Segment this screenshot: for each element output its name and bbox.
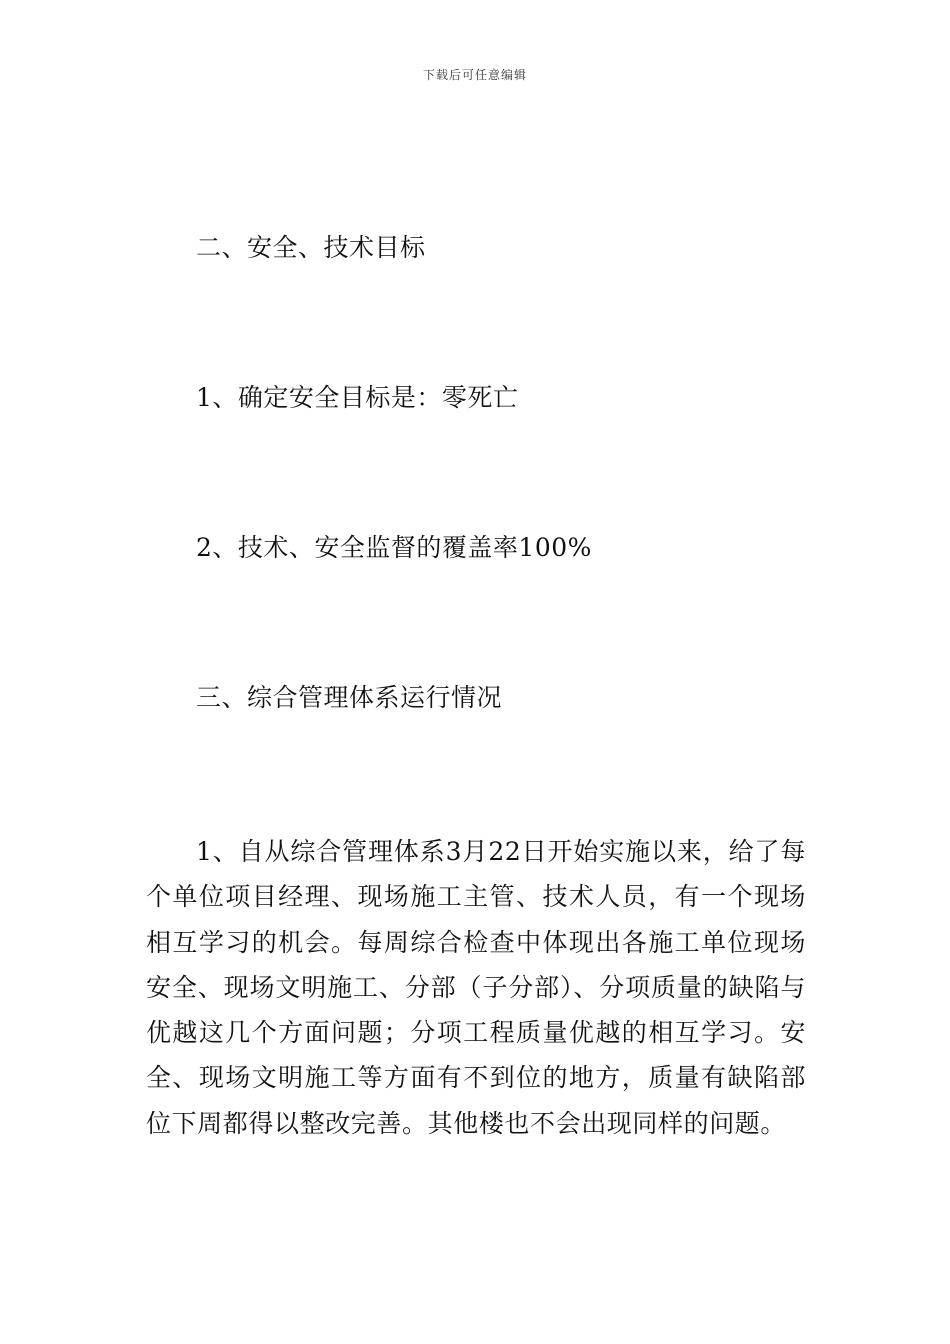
header-note: 下载后可任意编辑 bbox=[422, 68, 527, 82]
section-heading-management-system: 三、综合管理体系运行情况 bbox=[196, 683, 503, 712]
goal-item-1: 1、确定安全目标是：零死亡 bbox=[196, 383, 519, 412]
goal-item-2: 2、技术、安全监督的覆盖率100% bbox=[196, 533, 592, 562]
body-paragraph: 1、自从综合管理体系3月22日开始实施以来，给了每个单位项目经理、现场施工主管、技术人员，有一个现场相互学习的机会。每周综合检查中体现出各施工单位现场安全、现场文明施工、分部（子分部）、分项质量的缺陷与优越这几个方面问题；分项工程质量优越的相互学习。安全、现场文明施工等方面有不到位的地方，质量有缺陷部位下周都得以整改完善。其他楼也不会出现同样的问题。 bbox=[146, 837, 806, 1138]
section-heading-safety-tech-goals: 二、安全、技术目标 bbox=[196, 233, 426, 262]
